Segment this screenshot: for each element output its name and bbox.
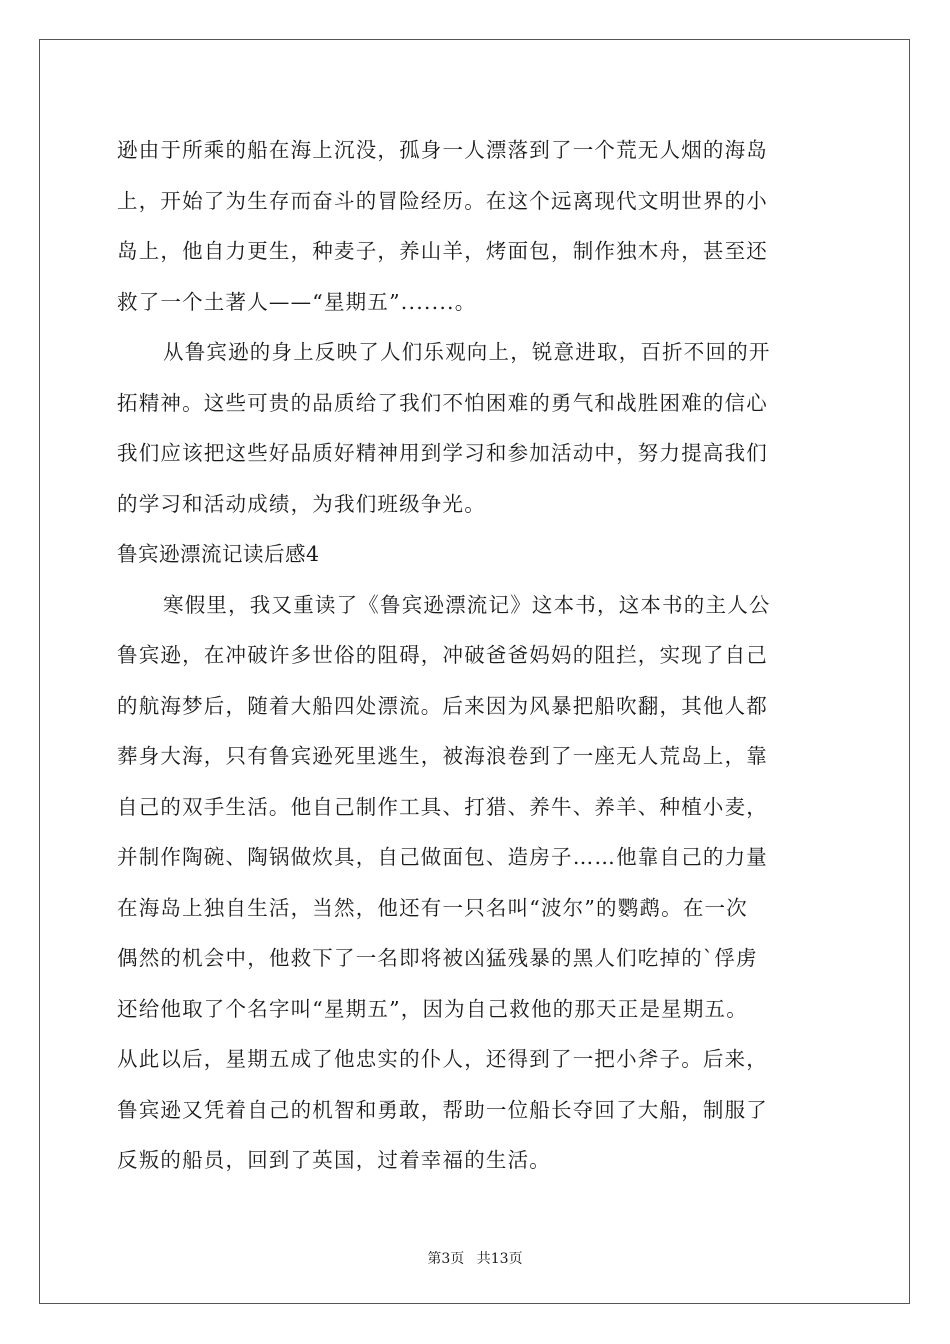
page-number: 第3页 bbox=[427, 1251, 465, 1267]
text-line: 的学习和活动成绩，为我们班级争光。 bbox=[117, 491, 486, 516]
text-line: 从此以后，星期五成了他忠实的仆人，还得到了一把小斧子。后来， bbox=[117, 1047, 768, 1071]
text-line: 偶然的机会中，他救下了一名即将被凶猛残暴的黑人们吃掉的`俘虏 bbox=[117, 946, 758, 970]
text-line: 在海岛上独自生活，当然，他还有一只名叫“波尔”的鹦鹉。在一次 bbox=[117, 895, 748, 920]
page-total: 共13页 bbox=[476, 1251, 523, 1267]
text-line: 的航海梦后，随着大船四处漂流。后来因为风暴把船吹翻，其他人都 bbox=[117, 693, 768, 718]
text-line: 从鲁宾逊的身上反映了人们乐观向上，锐意进取，百折不回的开 bbox=[163, 340, 771, 364]
text-line: 还给他取了个名字叫“星期五”，因为自己救他的那天正是星期五。 bbox=[117, 996, 748, 1021]
section-heading: 鲁宾逊漂流记读后感4 bbox=[117, 542, 320, 566]
document-body bbox=[117, 125, 833, 1186]
text-line: 我们应该把这些好品质好精神用到学习和参加活动中，努力提高我们 bbox=[117, 441, 768, 465]
text-line: 寒假里，我又重读了《鲁宾逊漂流记》这本书，这本书的主人公 bbox=[163, 592, 771, 617]
text-line: 岛上，他自力更生，种麦子，养山羊，烤面包，制作独木舟，甚至还 bbox=[117, 239, 768, 263]
text-line: 葬身大海，只有鲁宾逊死里逃生，被海浪卷到了一座无人荒岛上，靠 bbox=[117, 744, 768, 768]
text-line: 鲁宾逊又凭着自己的机智和勇敢，帮助一位船长夺回了大船，制服了 bbox=[117, 1097, 768, 1122]
text-line: 鲁宾逊，在冲破许多世俗的阻碍，冲破爸爸妈妈的阻拦，实现了自己 bbox=[117, 643, 768, 667]
text-line: 逊由于所乘的船在海上沉没，孤身一人漂落到了一个荒无人烟的海岛 bbox=[117, 138, 768, 162]
text-line: 并制作陶碗、陶锅做炊具，自己做面包、造房子……他靠自己的力量 bbox=[117, 845, 768, 869]
text-line: 拓精神。这些可贵的品质给了我们不怕困难的勇气和战胜困难的信心 bbox=[117, 390, 768, 415]
text-line: 救了一个土著人——“星期五”.......。 bbox=[117, 289, 477, 314]
page-footer bbox=[0, 1248, 950, 1268]
text-line: 反叛的船员，回到了英国，过着幸福的生活。 bbox=[117, 1148, 551, 1172]
text-line: 自己的双手生活。他自己制作工具、打猎、养牛、养羊、种植小麦， bbox=[117, 794, 768, 819]
text-line: 上，开始了为生存而奋斗的冒险经历。在这个远离现代文明世界的小 bbox=[117, 188, 768, 213]
